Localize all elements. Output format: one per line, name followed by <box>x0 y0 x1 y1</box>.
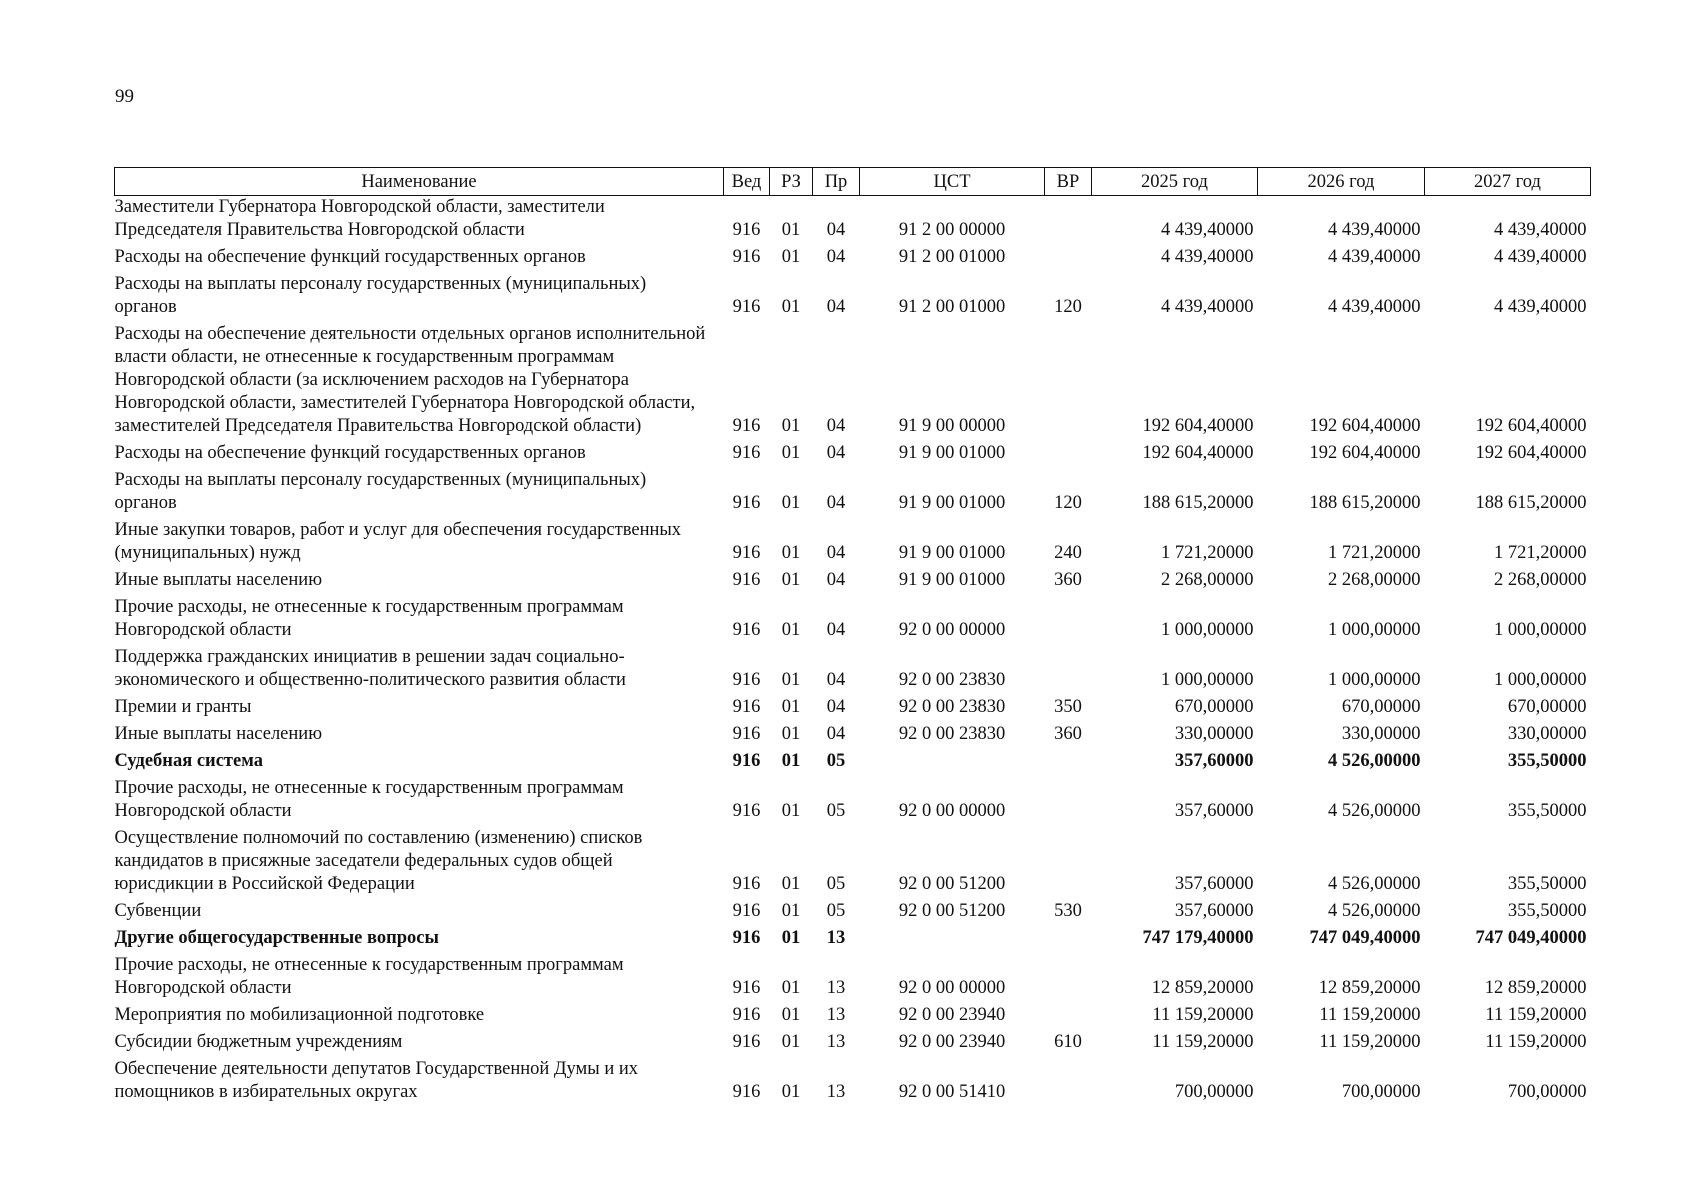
cell-name: Расходы на обеспечение функций государственных органов <box>114 443 586 463</box>
cell-2027: 4 439,40000 <box>1494 247 1587 267</box>
cell-rz: 01 <box>781 801 801 821</box>
cell-2026: 11 159,20000 <box>1319 1005 1421 1025</box>
cell-vr: 360 <box>1054 570 1082 590</box>
cell-vr <box>1045 1004 1092 1031</box>
cell-rz: 01 <box>781 220 801 240</box>
cell-2027: 1 721,20000 <box>1494 543 1587 563</box>
cell-2025: 1 000,00000 <box>1161 620 1254 640</box>
cell-ved: 916 <box>732 1005 761 1025</box>
cell-ved: 916 <box>732 751 761 771</box>
cell-2027: 670,00000 <box>1507 697 1587 717</box>
cell-2026: 188 615,20000 <box>1309 493 1421 513</box>
cell-2026: 700,00000 <box>1341 1082 1421 1102</box>
cell-2026: 2 268,00000 <box>1328 570 1421 590</box>
cell-cst: 91 2 00 01000 <box>898 297 1006 317</box>
cell-2026: 1 000,00000 <box>1328 620 1421 640</box>
cell-rz: 01 <box>781 543 801 563</box>
cell-cst: 92 0 00 23830 <box>898 724 1006 744</box>
cell-2027: 188 615,20000 <box>1475 493 1587 513</box>
cell-vr <box>1045 827 1092 900</box>
cell-pr: 13 <box>826 978 846 998</box>
cell-cst: 91 9 00 01000 <box>898 543 1006 563</box>
cell-2025: 4 439,40000 <box>1161 247 1254 267</box>
cell-2026: 670,00000 <box>1341 697 1421 717</box>
cell-2027: 192 604,40000 <box>1475 443 1587 463</box>
cell-ved: 916 <box>732 697 761 717</box>
cell-2025: 11 159,20000 <box>1152 1032 1254 1052</box>
cell-pr: 05 <box>826 751 846 771</box>
cell-2025: 357,60000 <box>1174 801 1254 821</box>
cell-ved: 916 <box>732 620 761 640</box>
cell-name: Субвенции <box>114 901 202 921</box>
table-row <box>115 469 1591 519</box>
cell-2027: 700,00000 <box>1507 1082 1587 1102</box>
cell-2026: 4 439,40000 <box>1328 297 1421 317</box>
cell-cst: 91 9 00 01000 <box>898 493 1006 513</box>
cell-vr: 350 <box>1054 697 1082 717</box>
cell-2026: 4 526,00000 <box>1328 901 1421 921</box>
cell-2026: 330,00000 <box>1341 724 1421 744</box>
cell-vr: 120 <box>1054 297 1082 317</box>
table-row <box>115 696 1591 723</box>
cell-cst: 92 0 00 23940 <box>898 1005 1006 1025</box>
cell-vr <box>1045 323 1092 442</box>
cell-2026: 1 721,20000 <box>1328 543 1421 563</box>
cell-name: Осуществление полномочий по составлению (изменению) списков кандидатов в присяжные заседатели федеральных судов общей юрисдикции в Российской Федерации <box>114 828 643 894</box>
cell-name: Прочие расходы, не отнесенные к государственным программам Новгородской области <box>114 955 624 998</box>
cell-pr: 04 <box>826 670 846 690</box>
cell-2027: 355,50000 <box>1507 901 1587 921</box>
cell-rz: 01 <box>781 443 801 463</box>
cell-ved: 916 <box>732 670 761 690</box>
cell-ved: 916 <box>732 220 761 240</box>
cell-2026: 4 526,00000 <box>1328 751 1421 771</box>
section-row <box>115 750 1591 777</box>
cell-2025: 357,60000 <box>1174 874 1254 894</box>
cell-2026: 1 000,00000 <box>1328 670 1421 690</box>
table-header <box>115 168 1591 196</box>
cell-pr: 04 <box>826 416 846 436</box>
cell-cst: 92 0 00 00000 <box>898 620 1006 640</box>
cell-name: Расходы на обеспечение функций государственных органов <box>114 247 586 267</box>
cell-vr <box>1045 954 1092 1004</box>
cell-2026: 12 859,20000 <box>1318 978 1421 998</box>
cell-name: Иные выплаты населению <box>114 570 323 590</box>
cell-name: Другие общегосударственные вопросы <box>114 928 439 948</box>
cell-ved: 916 <box>732 1082 761 1102</box>
cell-rz: 01 <box>781 751 801 771</box>
cell-rz: 01 <box>781 978 801 998</box>
cell-cst: 92 0 00 23830 <box>898 670 1006 690</box>
table-row <box>115 827 1591 900</box>
cell-2025: 670,00000 <box>1174 697 1254 717</box>
cell-ved: 916 <box>732 1032 761 1052</box>
cell-2026: 747 049,40000 <box>1309 928 1421 948</box>
cell-2026: 4 526,00000 <box>1328 874 1421 894</box>
cell-vr <box>1045 927 1092 954</box>
cell-pr: 13 <box>826 1082 846 1102</box>
header-vr: ВР <box>1045 168 1092 196</box>
cell-cst: 92 0 00 00000 <box>898 978 1006 998</box>
cell-cst: 91 2 00 01000 <box>898 247 1006 267</box>
cell-ved: 916 <box>732 297 761 317</box>
cell-2025: 700,00000 <box>1174 1082 1254 1102</box>
cell-2025: 357,60000 <box>1174 751 1254 771</box>
cell-name: Судебная система <box>114 751 263 771</box>
cell-2027: 1 000,00000 <box>1494 670 1587 690</box>
page-number: 99 <box>115 86 134 107</box>
cell-2026: 11 159,20000 <box>1319 1032 1421 1052</box>
cell-ved: 916 <box>732 901 761 921</box>
cell-name: Заместители Губернатора Новгородской области, заместители Председателя Правительства Новгородской области <box>114 197 605 240</box>
cell-2027: 4 439,40000 <box>1494 297 1587 317</box>
header-2025: 2025 год <box>1092 168 1258 196</box>
cell-cst: 91 2 00 00000 <box>898 220 1006 240</box>
cell-ved: 916 <box>732 247 761 267</box>
cell-pr: 05 <box>826 901 846 921</box>
cell-2025: 330,00000 <box>1174 724 1254 744</box>
cell-pr: 04 <box>826 724 846 744</box>
table-row <box>115 519 1591 569</box>
cell-pr: 13 <box>826 928 846 948</box>
cell-cst: 91 9 00 00000 <box>898 416 1006 436</box>
cell-2025: 188 615,20000 <box>1142 493 1254 513</box>
table-row <box>115 777 1591 827</box>
cell-name: Расходы на выплаты персоналу государственных (муниципальных) органов <box>114 470 647 513</box>
cell-2026: 4 439,40000 <box>1328 247 1421 267</box>
cell-2027: 11 159,20000 <box>1485 1032 1587 1052</box>
cell-2025: 192 604,40000 <box>1142 443 1254 463</box>
table-row <box>115 442 1591 469</box>
cell-2025: 4 439,40000 <box>1161 297 1254 317</box>
cell-vr: 240 <box>1054 543 1082 563</box>
cell-2027: 4 439,40000 <box>1494 220 1587 240</box>
cell-2025: 747 179,40000 <box>1142 928 1254 948</box>
cell-vr <box>1045 777 1092 827</box>
header-2026: 2026 год <box>1258 168 1425 196</box>
cell-ved: 916 <box>732 416 761 436</box>
cell-2026: 192 604,40000 <box>1309 416 1421 436</box>
cell-2027: 2 268,00000 <box>1494 570 1587 590</box>
cell-vr <box>1045 646 1092 696</box>
cell-name: Иные выплаты населению <box>114 724 323 744</box>
cell-cst: 92 0 00 51200 <box>898 874 1006 894</box>
header-name: Наименование <box>115 168 724 196</box>
cell-2026: 4 439,40000 <box>1328 220 1421 240</box>
cell-name: Субсидии бюджетным учреждениям <box>114 1032 403 1052</box>
cell-ved: 916 <box>732 493 761 513</box>
table-row <box>115 273 1591 323</box>
section-row <box>115 927 1591 954</box>
cell-vr <box>1045 750 1092 777</box>
cell-2027: 355,50000 <box>1507 751 1587 771</box>
cell-rz: 01 <box>781 874 801 894</box>
cell-2026: 192 604,40000 <box>1309 443 1421 463</box>
cell-vr: 610 <box>1054 1032 1082 1052</box>
cell-name: Обеспечение деятельности депутатов Государственной Думы и их помощников в избирательных округах <box>114 1059 638 1102</box>
cell-rz: 01 <box>781 620 801 640</box>
cell-ved: 916 <box>732 724 761 744</box>
cell-vr: 120 <box>1054 493 1082 513</box>
cell-name: Прочие расходы, не отнесенные к государственным программам Новгородской области <box>114 597 624 640</box>
cell-pr: 05 <box>826 874 846 894</box>
header-pr: Пр <box>813 168 860 196</box>
cell-pr: 04 <box>826 493 846 513</box>
cell-pr: 05 <box>826 801 846 821</box>
cell-vr <box>1045 196 1092 247</box>
cell-pr: 13 <box>826 1032 846 1052</box>
table-row <box>115 723 1591 750</box>
cell-cst: 92 0 00 00000 <box>898 801 1006 821</box>
cell-2027: 192 604,40000 <box>1475 416 1587 436</box>
cell-2025: 1 721,20000 <box>1161 543 1254 563</box>
table-row <box>115 1031 1591 1058</box>
cell-2026: 4 526,00000 <box>1328 801 1421 821</box>
table-row <box>115 1004 1591 1031</box>
cell-pr: 13 <box>826 1005 846 1025</box>
cell-cst: 92 0 00 23830 <box>898 697 1006 717</box>
header-2027: 2027 год <box>1425 168 1591 196</box>
cell-pr: 04 <box>826 570 846 590</box>
cell-pr: 04 <box>826 620 846 640</box>
cell-2027: 12 859,20000 <box>1484 978 1587 998</box>
cell-rz: 01 <box>781 1032 801 1052</box>
cell-rz: 01 <box>781 697 801 717</box>
cell-pr: 04 <box>826 543 846 563</box>
cell-name: Иные закупки товаров, работ и услуг для обеспечения государственных (муниципальных) нужд <box>114 520 682 563</box>
cell-2025: 12 859,20000 <box>1151 978 1254 998</box>
cell-cst <box>860 750 1045 777</box>
cell-name: Расходы на обеспечение деятельности отдельных органов исполнительной власти области, не отнесенные к государственным программам Новгородской области (за исключением расходов на Губернатора Новгородской области, заместителей Губернатора Новгородской области, заместителей Председателя Правительства Новгородской области) <box>114 324 706 436</box>
header-rz: РЗ <box>770 168 813 196</box>
cell-pr: 04 <box>826 220 846 240</box>
cell-pr: 04 <box>826 697 846 717</box>
cell-vr <box>1045 596 1092 646</box>
table-row <box>115 1058 1591 1108</box>
cell-name: Поддержка гражданских инициатив в решении задач социально-экономического и общественно-политического развития области <box>114 647 626 690</box>
cell-2025: 357,60000 <box>1174 901 1254 921</box>
cell-rz: 01 <box>781 1082 801 1102</box>
cell-ved: 916 <box>732 443 761 463</box>
cell-2027: 330,00000 <box>1507 724 1587 744</box>
table-row <box>115 646 1591 696</box>
cell-2027: 355,50000 <box>1507 801 1587 821</box>
cell-2027: 11 159,20000 <box>1485 1005 1587 1025</box>
header-cst: ЦСТ <box>860 168 1045 196</box>
table-row <box>115 196 1591 247</box>
cell-rz: 01 <box>781 1005 801 1025</box>
cell-rz: 01 <box>781 297 801 317</box>
cell-name: Мероприятия по мобилизационной подготовке <box>114 1005 485 1025</box>
cell-2027: 747 049,40000 <box>1475 928 1587 948</box>
cell-vr <box>1045 246 1092 273</box>
cell-2025: 2 268,00000 <box>1161 570 1254 590</box>
cell-ved: 916 <box>732 874 761 894</box>
cell-name: Премии и гранты <box>114 697 252 717</box>
table-row <box>115 596 1591 646</box>
cell-rz: 01 <box>781 247 801 267</box>
cell-rz: 01 <box>781 928 801 948</box>
cell-vr <box>1045 442 1092 469</box>
cell-pr: 04 <box>826 247 846 267</box>
cell-vr: 360 <box>1054 724 1082 744</box>
cell-rz: 01 <box>781 670 801 690</box>
cell-cst: 92 0 00 51200 <box>898 901 1006 921</box>
cell-rz: 01 <box>781 570 801 590</box>
cell-rz: 01 <box>781 901 801 921</box>
cell-2025: 4 439,40000 <box>1161 220 1254 240</box>
table-row <box>115 246 1591 273</box>
table-body <box>115 196 1591 1109</box>
table-row <box>115 323 1591 442</box>
cell-cst: 91 9 00 01000 <box>898 443 1006 463</box>
cell-cst <box>860 927 1045 954</box>
table-row <box>115 954 1591 1004</box>
cell-rz: 01 <box>781 493 801 513</box>
cell-vr: 530 <box>1054 901 1082 921</box>
table-row <box>115 569 1591 596</box>
cell-2025: 192 604,40000 <box>1142 416 1254 436</box>
table-row <box>115 900 1591 927</box>
cell-2025: 1 000,00000 <box>1161 670 1254 690</box>
cell-pr: 04 <box>826 443 846 463</box>
cell-ved: 916 <box>732 543 761 563</box>
cell-name: Прочие расходы, не отнесенные к государственным программам Новгородской области <box>114 778 624 821</box>
cell-cst: 91 9 00 01000 <box>898 570 1006 590</box>
cell-rz: 01 <box>781 416 801 436</box>
cell-ved: 916 <box>732 978 761 998</box>
cell-name: Расходы на выплаты персоналу государственных (муниципальных) органов <box>114 274 647 317</box>
cell-cst: 92 0 00 51410 <box>898 1082 1006 1102</box>
cell-ved: 916 <box>732 928 761 948</box>
cell-2027: 355,50000 <box>1507 874 1587 894</box>
budget-table <box>114 167 1591 1108</box>
cell-pr: 04 <box>826 297 846 317</box>
cell-2025: 11 159,20000 <box>1152 1005 1254 1025</box>
cell-rz: 01 <box>781 724 801 744</box>
cell-vr <box>1045 1058 1092 1108</box>
header-ved: Вед <box>724 168 770 196</box>
cell-cst: 92 0 00 23940 <box>898 1032 1006 1052</box>
cell-ved: 916 <box>732 570 761 590</box>
cell-2027: 1 000,00000 <box>1494 620 1587 640</box>
cell-ved: 916 <box>732 801 761 821</box>
